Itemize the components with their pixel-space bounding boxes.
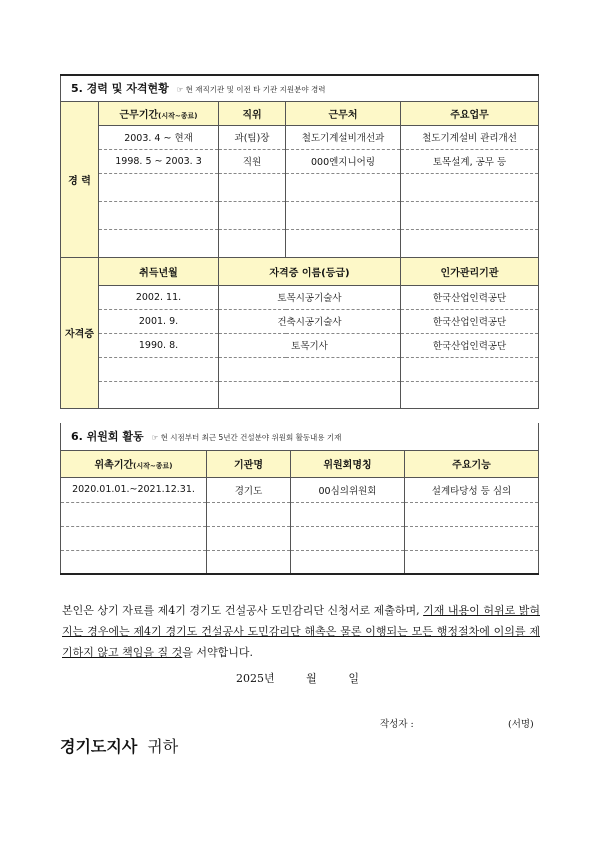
cert-row: [61, 285, 539, 309]
section6-title-text: 6. 위원회 활동: [71, 430, 144, 444]
cert-cell: 한국산업인력공단: [401, 285, 539, 309]
committee-row: [61, 550, 539, 574]
date-month: 월: [306, 672, 317, 685]
career-row: [61, 229, 539, 257]
committee-cell: [61, 550, 207, 574]
career-header-position: 직위: [219, 101, 286, 125]
career-cell: 과(팀)장: [219, 125, 286, 149]
committee-cell: [291, 550, 405, 574]
cert-cell: 2001. 9.: [99, 309, 219, 333]
cert-header-agency: 인가관리기관: [401, 257, 539, 285]
career-cell: 철도기계설비개선과: [286, 125, 401, 149]
cert-cell: 한국산업인력공단: [401, 333, 539, 357]
career-cell: [286, 201, 401, 229]
career-cell: [219, 173, 286, 201]
cert-cell: [401, 381, 539, 408]
addressee: [60, 734, 178, 757]
cert-side-label: 자격증: [61, 257, 99, 408]
committee-row: [61, 526, 539, 550]
cert-cell: 토목기사: [219, 333, 401, 357]
career-cell: 직원: [219, 149, 286, 173]
cert-cell: [219, 357, 401, 381]
committee-header-period: [61, 450, 207, 477]
career-qualification-table: [60, 74, 539, 409]
career-cell: 2003. 4 ~ 현재: [99, 125, 219, 149]
signature-label: (서명): [508, 719, 534, 730]
career-row: [61, 149, 539, 173]
career-cell: 1998. 5 ~ 2003. 3: [99, 149, 219, 173]
career-cell: [401, 173, 539, 201]
career-header-duties: 주요업무: [401, 101, 539, 125]
career-cell: [286, 229, 401, 257]
addressee-name: 경기도지사: [60, 737, 138, 756]
cert-cell: [219, 381, 401, 408]
committee-cell: [207, 526, 291, 550]
career-cell: [99, 229, 219, 257]
addressee-suffix: 귀하: [147, 737, 179, 756]
career-row: [61, 201, 539, 229]
cert-cell: 1990. 8.: [99, 333, 219, 357]
section5-title-text: 5. 경력 및 자격현황: [71, 82, 169, 96]
committee-cell: [207, 550, 291, 574]
section6-title: [61, 423, 539, 450]
cert-cell: [99, 357, 219, 381]
committee-cell: [61, 502, 207, 526]
committee-cell: [405, 502, 539, 526]
cert-header-name: 자격증 이름(등급): [219, 257, 401, 285]
career-cell: [99, 201, 219, 229]
career-header-period: [99, 101, 219, 125]
declaration-text: 본인은 상기 자료를 제4기 경기도 건설공사 도민감리단 신청서로 제출하며,: [62, 604, 424, 617]
declaration-paragraph: [62, 600, 540, 663]
career-header-period-sub: (시작~종료): [158, 111, 198, 120]
career-cell: 000엔지니어링: [286, 149, 401, 173]
committee-cell: 2020.01.01.~2021.12.31.: [61, 477, 207, 502]
committee-row: [61, 477, 539, 502]
committee-activity-table: [60, 423, 539, 575]
career-side-label: 경 력: [61, 101, 99, 257]
career-row: [61, 125, 539, 149]
cert-row: [61, 381, 539, 408]
committee-header-period-text: 위촉기간: [94, 460, 134, 471]
date-year: 2025년: [236, 672, 275, 685]
career-cell: [401, 229, 539, 257]
cert-cell: 토목시공기술사: [219, 285, 401, 309]
committee-cell: [291, 526, 405, 550]
cert-row: [61, 357, 539, 381]
career-cell: [219, 229, 286, 257]
committee-cell: [207, 502, 291, 526]
committee-header-period-sub: (시작~종료): [133, 462, 173, 470]
career-cell: [99, 173, 219, 201]
career-cell: 토목설계, 공무 등: [401, 149, 539, 173]
committee-cell: [61, 526, 207, 550]
committee-cell: [405, 526, 539, 550]
committee-header-function: 주요기능: [405, 450, 539, 477]
cert-cell: 2002. 11.: [99, 285, 219, 309]
signature-date: [0, 670, 595, 686]
cert-row: [61, 333, 539, 357]
committee-cell: 설계타당성 등 심의: [405, 477, 539, 502]
cert-row: [61, 309, 539, 333]
committee-header-agency: 기관명: [207, 450, 291, 477]
committee-cell: 00심의위원회: [291, 477, 405, 502]
writer-label: 작성자 :: [380, 719, 414, 730]
career-cell: [401, 201, 539, 229]
career-cell: [219, 201, 286, 229]
committee-row: [61, 502, 539, 526]
career-cell: 철도기계설비 관리개선: [401, 125, 539, 149]
section5-title: [61, 75, 539, 101]
career-header-workplace: 근무처: [286, 101, 401, 125]
declaration-text-end: 을 서약합니다.: [182, 646, 253, 659]
section6-note: ☞ 현 시점부터 최근 5년간 건설분야 위원회 활동내용 기재: [151, 433, 342, 443]
declaration-underlined-text: 기재 내용이 허위로 밝혀지는 경우에는 제4기 경기도 건설공사 도민감리단 해촉은 물론 이행되는 모든 행정절차에 이의를 제기하지 않고 책임을 질 것: [62, 604, 540, 659]
cert-cell: [99, 381, 219, 408]
date-day: 일: [348, 672, 359, 685]
committee-cell: [405, 550, 539, 574]
cert-header-date: 취득년월: [99, 257, 219, 285]
cert-cell: 한국산업인력공단: [401, 309, 539, 333]
cert-cell: [401, 357, 539, 381]
committee-cell: 경기도: [207, 477, 291, 502]
committee-header-name: 위원회명칭: [291, 450, 405, 477]
career-cell: [286, 173, 401, 201]
section5-note: ☞ 현 재직기관 및 이전 타 기관 지원분야 경력: [176, 85, 326, 95]
committee-cell: [291, 502, 405, 526]
career-row: [61, 173, 539, 201]
career-header-period-text: 근무기간: [119, 109, 159, 121]
cert-cell: 건축시공기술사: [219, 309, 401, 333]
